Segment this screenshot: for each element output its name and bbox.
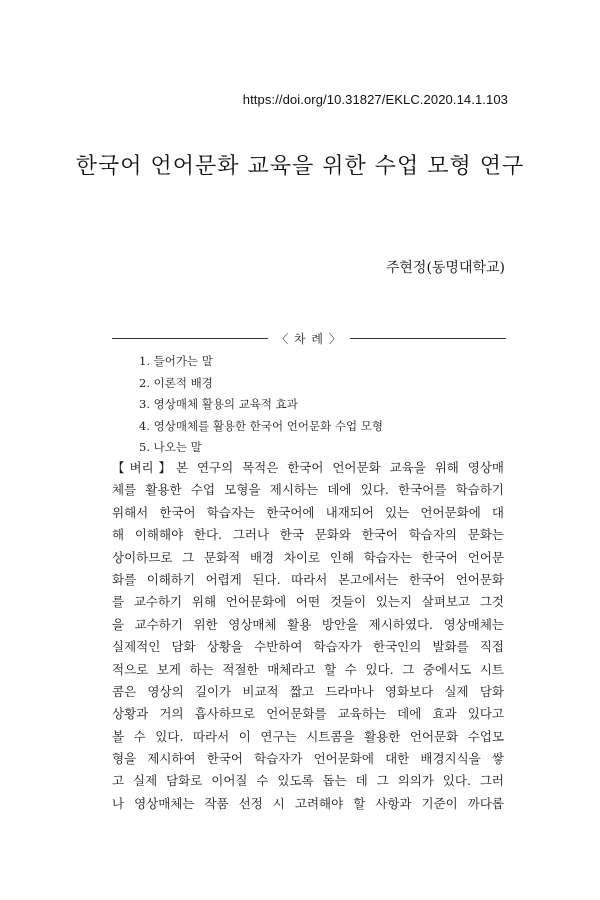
abstract-line: 형을 제시하여 한국어 학습자가 언어문화에 대한 배경지식을 쌓 (112, 751, 504, 767)
page-title: 한국어 언어문화 교육을 위한 수업 모형 연구 (75, 154, 525, 179)
abstract-line: 실제적인 담화 상황을 수반하여 학습자가 한국인의 발화를 직접 (112, 639, 504, 655)
toc-item: 2. 이론적 배경 (139, 375, 213, 390)
toc-item: 5. 나오는 말 (139, 440, 202, 454)
abstract-line: 적으로 보게 하는 적절한 매체라고 할 수 있다. 그 중에서도 시트 (112, 661, 504, 677)
abstract-line: 볼 수 있다. 따라서 이 연구는 시트콤을 활용한 언어문화 수업모 (112, 728, 504, 744)
toc-heading-label: 〈 차 례 〉 (276, 332, 342, 346)
toc-rule-right (350, 338, 506, 339)
abstract-line: 해 이해해야 한다. 그러나 한국 문화와 한국어 학습자의 문화는 (112, 527, 504, 543)
abstract-line: 체를 활용한 수업 모형을 제시하는 데에 있다. 한국어를 학습하기 (112, 482, 504, 498)
abstract-line: 콤은 영상의 길이가 비교적 짧고 드라마나 영화보다 실제 담화 (112, 683, 504, 699)
toc-heading (112, 330, 506, 347)
abstract-line: 위해서 한국어 학습자는 한국어에 내재되어 있는 언어문화에 대 (112, 504, 504, 520)
abstract-body (112, 457, 504, 815)
abstract-line: 나 영상매체는 작품 선정 시 고려해야 할 사항과 기준이 까다롭 (112, 795, 504, 811)
abstract-line: 상황과 거의 흡사하므로 언어문화를 교육하는 데에 효과 있다고 (112, 706, 504, 722)
author-affiliation: 주현정(동명대학교) (385, 260, 505, 276)
abstract-line: 【벼리】본 연구의 목적은 한국어 언어문화 교육을 위해 영상매 (112, 460, 504, 475)
toc-item: 3. 영상매체 활용의 교육적 효과 (139, 397, 298, 411)
abstract-line: 을 교수하기 위한 영상매체 활용 방안을 제시하였다. 영상매체는 (112, 616, 504, 632)
abstract-line: 화를 이해하기 어렵게 된다. 따라서 본고에서는 한국어 언어문화 (112, 571, 504, 587)
toc-item: 1. 들어가는 말 (139, 354, 213, 368)
toc-list (139, 351, 383, 459)
abstract-line: 고 실제 담화로 이어질 수 있도록 돕는 데 그 의의가 있다. 그러 (112, 773, 504, 789)
abstract-line: 상이하므로 그 문화적 배경 차이로 인해 학습자는 한국어 언어문 (112, 549, 504, 565)
abstract-line: 를 교수하기 위해 언어문화에 어떤 것들이 있는지 살펴보고 그것 (112, 594, 504, 610)
toc-rule-left (112, 338, 268, 339)
doi-link[interactable]: https://doi.org/10.31827/EKLC.2020.14.1.103 (242, 92, 508, 107)
toc-item: 4. 영상매체를 활용한 한국어 언어문화 수업 모형 (139, 418, 383, 433)
